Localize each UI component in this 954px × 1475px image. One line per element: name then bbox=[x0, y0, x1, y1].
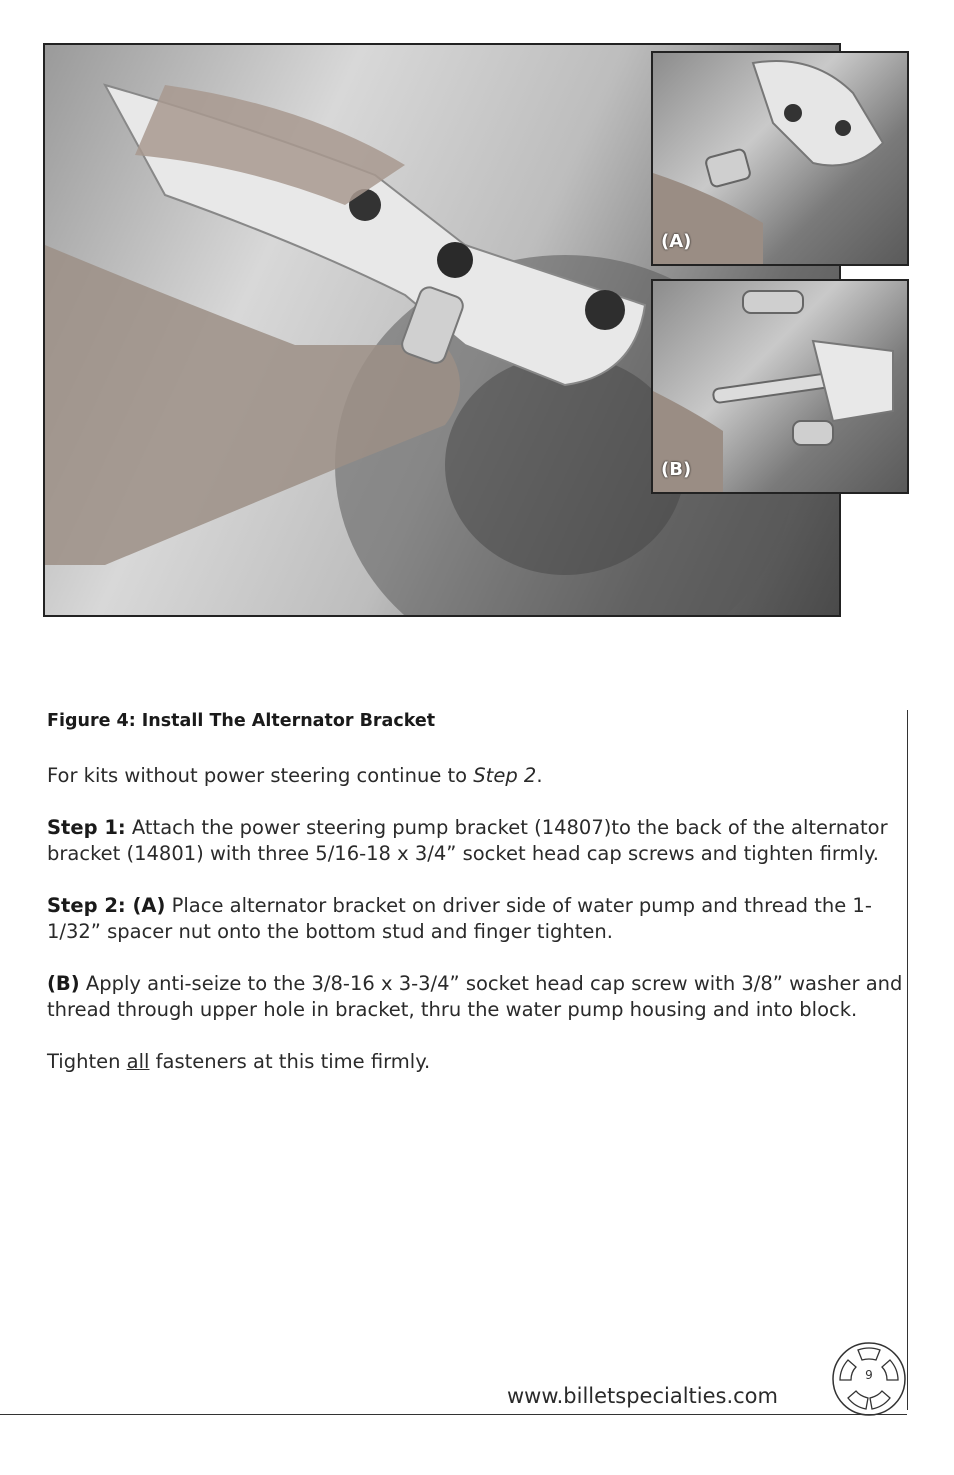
step2-text: Place alternator bracket on driver side of water pump and thread the 1-1/32” spacer nut onto the bottom stud and finger tighten. bbox=[47, 894, 872, 943]
step1-paragraph bbox=[47, 815, 905, 867]
tighten-prefix: Tighten bbox=[47, 1050, 127, 1073]
inset-a-label: (A) bbox=[661, 231, 692, 252]
step1-label: Step 1: bbox=[47, 816, 126, 839]
tighten-paragraph bbox=[47, 1049, 905, 1075]
page-number-badge bbox=[830, 1340, 908, 1418]
intro-text: For kits without power steering continue to bbox=[47, 764, 474, 787]
step-b-text: Apply anti-seize to the 3/8-16 x 3-3/4” socket head cap screw with 3/8” washer and thread through upper hole in bracket, thru the water pump housing and into block. bbox=[47, 972, 903, 1021]
instructions bbox=[47, 708, 905, 1101]
intro-step-ref: Step 2 bbox=[473, 764, 537, 787]
tighten-emphasis: all bbox=[126, 1050, 150, 1073]
right-margin-rule bbox=[907, 710, 908, 1410]
intro-paragraph bbox=[47, 763, 905, 789]
footer-rule bbox=[0, 1414, 907, 1415]
step-b-paragraph bbox=[47, 971, 905, 1023]
step2-label: Step 2: (A) bbox=[47, 894, 166, 917]
inset-b-label: (B) bbox=[661, 459, 692, 480]
page-number: 9 bbox=[865, 1368, 873, 1382]
figure-title: Figure 4: Install The Alternator Bracket bbox=[47, 711, 436, 731]
step-b-label: (B) bbox=[47, 972, 80, 995]
inset-photo-a bbox=[651, 51, 909, 266]
footer-website-link[interactable]: www.billetspecialties.com bbox=[507, 1384, 778, 1408]
tighten-suffix: fasteners at this time firmly. bbox=[149, 1050, 431, 1073]
step1-text: Attach the power steering pump bracket (14807)to the back of the alternator bracket (14801) with three 5/16-18 x 3/4” socket head cap screws and tighten firmly. bbox=[47, 816, 888, 865]
step2-paragraph bbox=[47, 893, 905, 945]
inset-photo-b bbox=[651, 279, 909, 494]
intro-suffix: . bbox=[536, 764, 543, 787]
